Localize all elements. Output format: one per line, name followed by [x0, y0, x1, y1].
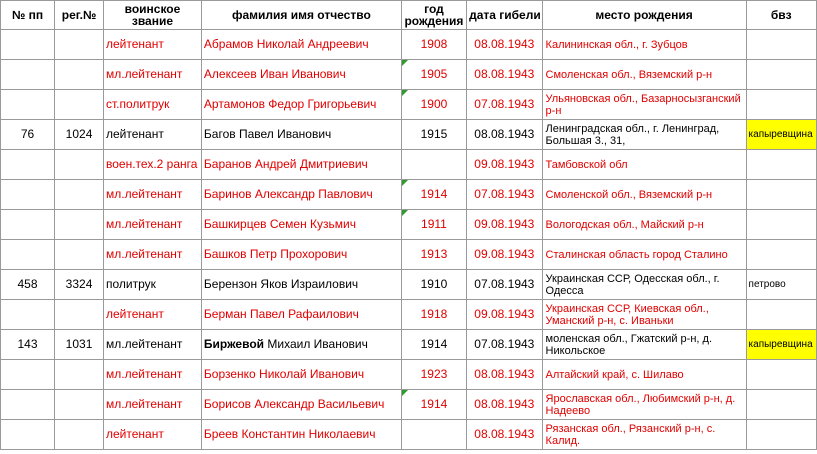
- header-reg[interactable]: рег.№: [55, 1, 104, 30]
- cell-bvz[interactable]: [746, 270, 816, 300]
- cell-reg[interactable]: 1031: [55, 330, 104, 360]
- cell-name[interactable]: Башкирцев Семен Кузьмич: [201, 210, 401, 240]
- cell-place[interactable]: Алтайский край, с. Шилаво: [542, 360, 746, 390]
- table-row: [1, 210, 817, 240]
- cell-date[interactable]: 08.08.1943: [467, 360, 542, 390]
- cell-place[interactable]: Вологодская обл., Майский р-н: [542, 210, 746, 240]
- cell-place[interactable]: Ленинградская обл., г. Ленинград, Большая 3., 31,: [542, 120, 746, 150]
- cell-year[interactable]: 1910: [401, 270, 466, 300]
- cell-no[interactable]: [1, 60, 55, 90]
- cell-year[interactable]: 1913: [401, 240, 466, 270]
- cell-year[interactable]: 1900: [401, 90, 466, 120]
- comment-marker-icon: [402, 180, 408, 186]
- cell-no[interactable]: [1, 150, 55, 180]
- cell-name[interactable]: Бреев Константин Николаевич: [201, 420, 401, 450]
- cell-bvz[interactable]: [746, 240, 816, 270]
- cell-no[interactable]: [1, 180, 55, 210]
- comment-marker-icon: [402, 390, 408, 396]
- cell-name[interactable]: Абрамов Николай Андреевич: [201, 30, 401, 60]
- cell-bvz[interactable]: [746, 180, 816, 210]
- cell-reg[interactable]: 1024: [55, 120, 104, 150]
- cell-reg[interactable]: [55, 360, 104, 390]
- cell-bvz[interactable]: [746, 390, 816, 420]
- cell-no[interactable]: [1, 30, 55, 60]
- table-row: [1, 150, 817, 180]
- cell-no[interactable]: 76: [1, 120, 55, 150]
- cell-bvz[interactable]: [746, 300, 816, 330]
- cell-rank[interactable]: ст.политрук: [104, 90, 202, 120]
- header-date[interactable]: дата гибели: [467, 1, 542, 30]
- comment-marker-icon: [402, 60, 408, 66]
- cell-place[interactable]: Ярославская обл., Любимский р-н, д. Надеево: [542, 390, 746, 420]
- cell-name[interactable]: Баранов Андрей Дмитриевич: [201, 150, 401, 180]
- cell-name[interactable]: Борзенко Николай Иванович: [201, 360, 401, 390]
- cell-rank[interactable]: лейтенант: [104, 420, 202, 450]
- cell-bvz[interactable]: [746, 60, 816, 90]
- cell-no[interactable]: [1, 240, 55, 270]
- cell-bvz[interactable]: [746, 330, 816, 360]
- cell-place[interactable]: Украинская ССР, Киевская обл., Уманский р-н, с. Иваньки: [542, 300, 746, 330]
- cell-reg[interactable]: [55, 30, 104, 60]
- cell-date[interactable]: 08.08.1943: [467, 30, 542, 60]
- cell-year[interactable]: [401, 150, 466, 180]
- table-row: [1, 30, 817, 60]
- cell-year[interactable]: 1914: [401, 330, 466, 360]
- table-row: [1, 270, 817, 300]
- cell-bvz[interactable]: [746, 30, 816, 60]
- cell-rank[interactable]: лейтенант: [104, 30, 202, 60]
- cell-rank[interactable]: мл.лейтенант: [104, 390, 202, 420]
- cell-bvz[interactable]: [746, 420, 816, 450]
- cell-date[interactable]: 09.08.1943: [467, 240, 542, 270]
- cell-rank[interactable]: мл.лейтенант: [104, 180, 202, 210]
- table-row: [1, 120, 817, 150]
- cell-reg[interactable]: 3324: [55, 270, 104, 300]
- table-row: [1, 300, 817, 330]
- cell-bvz[interactable]: [746, 90, 816, 120]
- cell-place[interactable]: Рязанская обл., Рязанский р-н, с. Калид.: [542, 420, 746, 450]
- cell-year[interactable]: 1911: [401, 210, 466, 240]
- cell-date[interactable]: 08.08.1943: [467, 390, 542, 420]
- cell-name[interactable]: Баринов Александр Павлович: [201, 180, 401, 210]
- cell-bvz[interactable]: [746, 210, 816, 240]
- table-row: [1, 60, 817, 90]
- cell-place[interactable]: Тамбовской обл: [542, 150, 746, 180]
- header-rank[interactable]: воинское звание: [104, 1, 202, 30]
- cell-no[interactable]: [1, 300, 55, 330]
- cell-reg[interactable]: [55, 180, 104, 210]
- cell-name[interactable]: Артамонов Федор Григорьевич: [201, 90, 401, 120]
- cell-date[interactable]: 08.08.1943: [467, 420, 542, 450]
- cell-date[interactable]: 07.08.1943: [467, 90, 542, 120]
- cell-reg[interactable]: [55, 420, 104, 450]
- header-bvz[interactable]: бвз: [746, 1, 816, 30]
- cell-place[interactable]: Сталинская область город Сталино: [542, 240, 746, 270]
- cell-no[interactable]: [1, 90, 55, 120]
- cell-year[interactable]: 1914: [401, 390, 466, 420]
- cell-rank[interactable]: мл.лейтенант: [104, 330, 202, 360]
- cell-reg[interactable]: [55, 150, 104, 180]
- cell-bvz[interactable]: [746, 120, 816, 150]
- cell-reg[interactable]: [55, 210, 104, 240]
- cell-no[interactable]: 458: [1, 270, 55, 300]
- table-row: [1, 90, 817, 120]
- cell-date[interactable]: 07.08.1943: [467, 330, 542, 360]
- comment-marker-icon: [402, 210, 408, 216]
- header-place[interactable]: место рождения: [542, 1, 746, 30]
- cell-no[interactable]: [1, 420, 55, 450]
- header-row: [1, 1, 817, 30]
- cell-rank[interactable]: мл.лейтенант: [104, 240, 202, 270]
- table-row: [1, 330, 817, 360]
- cell-year[interactable]: 1908: [401, 30, 466, 60]
- table-row: [1, 390, 817, 420]
- cell-date[interactable]: 08.08.1943: [467, 120, 542, 150]
- cell-reg[interactable]: [55, 390, 104, 420]
- cell-rank[interactable]: лейтенант: [104, 300, 202, 330]
- cell-no[interactable]: [1, 210, 55, 240]
- cell-rank[interactable]: лейтенант: [104, 120, 202, 150]
- cell-rank[interactable]: мл.лейтенант: [104, 60, 202, 90]
- header-year[interactable]: год рождения: [401, 1, 466, 30]
- cell-name[interactable]: Борисов Александр Васильевич: [201, 390, 401, 420]
- cell-year[interactable]: 1914: [401, 180, 466, 210]
- cell-name[interactable]: Алексеев Иван Иванович: [201, 60, 401, 90]
- cell-place[interactable]: Смоленской обл., Вяземский р-н: [542, 180, 746, 210]
- cell-place[interactable]: моленская обл., Гжатский р-н, д. Никольское: [542, 330, 746, 360]
- cell-no[interactable]: 143: [1, 330, 55, 360]
- header-no[interactable]: № пп: [1, 1, 55, 30]
- cell-reg[interactable]: [55, 240, 104, 270]
- bvz-value: петрово: [748, 279, 786, 290]
- cell-reg[interactable]: [55, 60, 104, 90]
- comment-marker-icon: [402, 90, 408, 96]
- table-row: [1, 360, 817, 390]
- cell-name[interactable]: Багов Павел Иванович: [201, 120, 401, 150]
- cell-bvz[interactable]: [746, 150, 816, 180]
- cell-date[interactable]: 07.08.1943: [467, 270, 542, 300]
- cell-no[interactable]: [1, 360, 55, 390]
- cell-name[interactable]: Башков Петр Прохорович: [201, 240, 401, 270]
- bvz-value: капыревщина: [748, 129, 813, 140]
- cell-place[interactable]: Ульяновская обл., Базарносызганский р-н: [542, 90, 746, 120]
- table-row: [1, 420, 817, 450]
- cell-place[interactable]: Смоленская обл., Вяземский р-н: [542, 60, 746, 90]
- cell-date[interactable]: 09.08.1943: [467, 300, 542, 330]
- cell-name[interactable]: Берензон Яков Израилович: [201, 270, 401, 300]
- header-name[interactable]: фамилия имя отчество: [201, 1, 401, 30]
- cell-rank[interactable]: воен.тех.2 ранга: [104, 150, 202, 180]
- cell-place[interactable]: Калининская обл., г. Зубцов: [542, 30, 746, 60]
- cell-year[interactable]: 1923: [401, 360, 466, 390]
- cell-rank[interactable]: мл.лейтенант: [104, 210, 202, 240]
- cell-date[interactable]: 07.08.1943: [467, 180, 542, 210]
- cell-rank[interactable]: политрук: [104, 270, 202, 300]
- name-rest-part: Михаил Иванович: [267, 337, 368, 351]
- cell-year[interactable]: 1918: [401, 300, 466, 330]
- cell-date[interactable]: 08.08.1943: [467, 60, 542, 90]
- cell-year[interactable]: 1915: [401, 120, 466, 150]
- cell-date[interactable]: 09.08.1943: [467, 150, 542, 180]
- cell-bvz[interactable]: [746, 360, 816, 390]
- bvz-value: капыревщина: [748, 339, 813, 350]
- cell-reg[interactable]: [55, 300, 104, 330]
- name-bold-part: Биржевой: [203, 337, 265, 351]
- cell-year[interactable]: 1905: [401, 60, 466, 90]
- cell-year[interactable]: [401, 420, 466, 450]
- table-row: [1, 180, 817, 210]
- cell-place[interactable]: Украинская ССР, Одесская обл., г. Одесса: [542, 270, 746, 300]
- cell-reg[interactable]: [55, 90, 104, 120]
- cell-rank[interactable]: мл.лейтенант: [104, 360, 202, 390]
- cell-no[interactable]: [1, 390, 55, 420]
- cell-name[interactable]: [201, 330, 401, 360]
- cell-date[interactable]: 09.08.1943: [467, 210, 542, 240]
- cell-name[interactable]: Берман Павел Рафаилович: [201, 300, 401, 330]
- table-row: [1, 240, 817, 270]
